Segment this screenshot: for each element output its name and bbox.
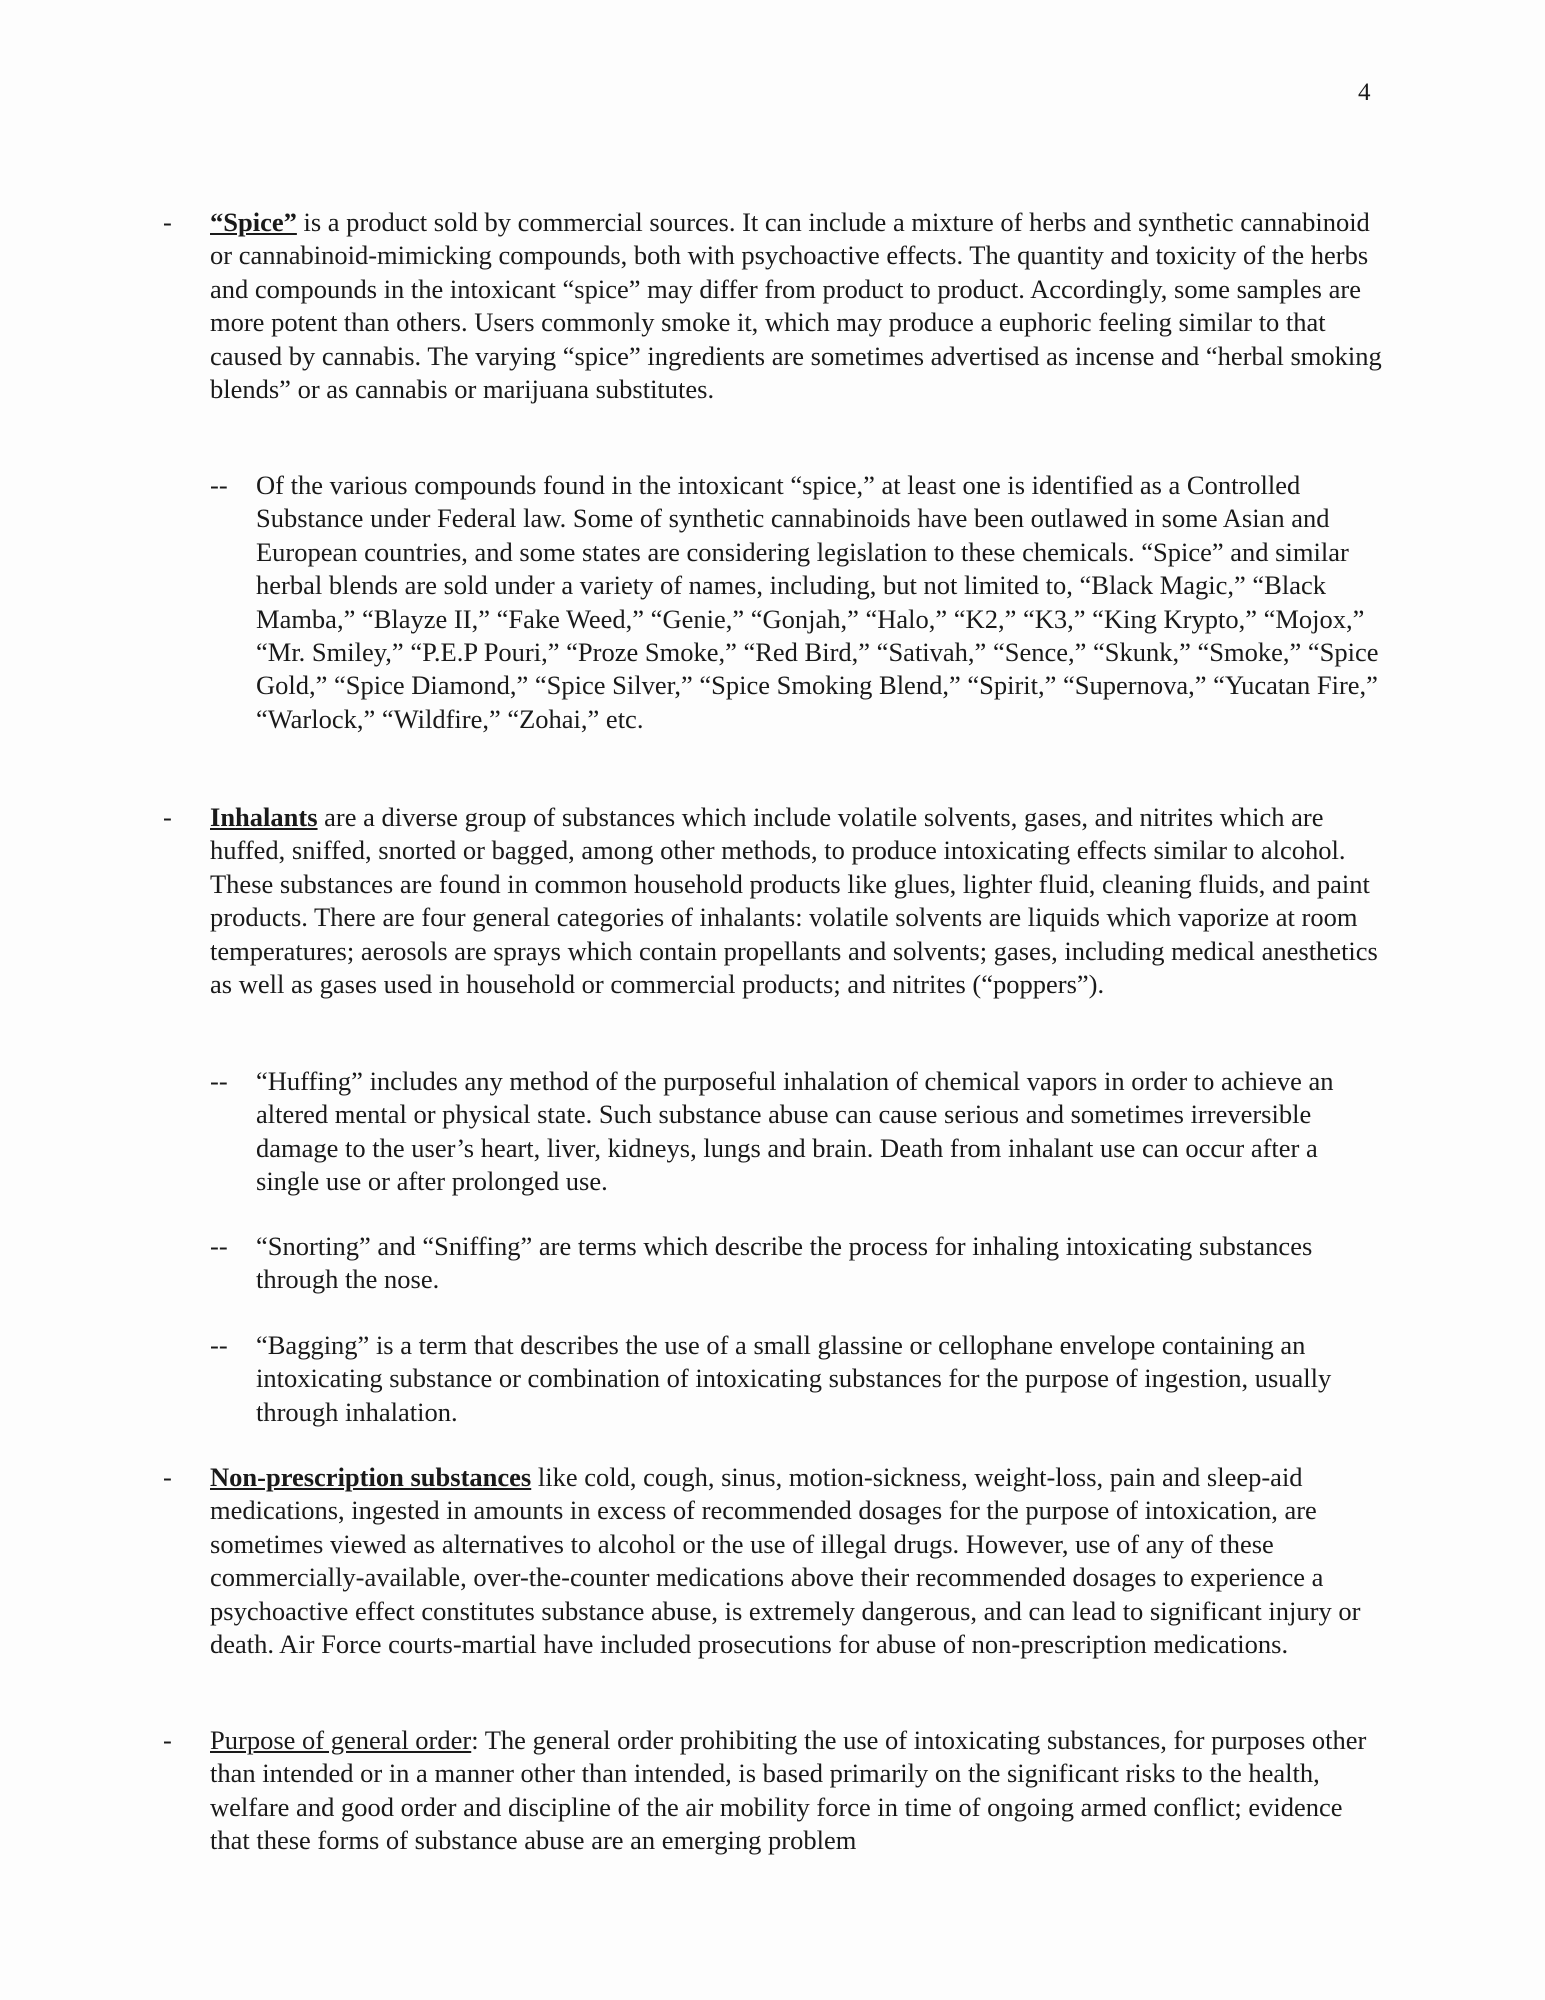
sub-item	[256, 1230, 1386, 1297]
sub-bullet-marker: --	[210, 1330, 228, 1360]
sub-bullet-marker: --	[210, 1231, 228, 1261]
sub-bullet-marker: --	[210, 1066, 228, 1096]
bullet-marker: -	[163, 1725, 172, 1755]
item-heading: Purpose of general order	[210, 1725, 472, 1755]
list-item-purpose	[210, 1724, 1382, 1858]
sub-bullet-marker: --	[210, 470, 228, 500]
item-paragraph	[210, 1724, 1382, 1858]
sub-item-text: Of the various compounds found in the intoxicant “spice,” at least one is identified as a Controlled Substance under Federal law. Some of synthetic cannabinoids have been outlawed in some Asian and European countries, and some states are considering legislation to these chemicals. “Spice” and similar herbal blends are sold under a variety of names, including, but not limited to, “Black Magic,” “Black Mamba,” “Blayze II,” “Fake Weed,” “Genie,” “Gonjah,” “Halo,” “K2,” “K3,” “King Krypto,” “Mojox,” “Mr. Smiley,” “P.E.P Pouri,” “Proze Smoke,” “Red Bird,” “Sativah,” “Sence,” “Skunk,” “Smoke,” “Spice Gold,” “Spice Diamond,” “Spice Silver,” “Spice Smoking Blend,” “Spirit,” “Supernova,” “Yucatan Fire,” “Warlock,” “Wildfire,” “Zohai,” etc.	[256, 470, 1379, 734]
list-item-non-prescription	[210, 1461, 1382, 1661]
item-body: is a product sold by commercial sources. It can include a mixture of herbs and synthetic cannabinoid or cannabinoid-mimicking compounds, both with psychoactive effects. The quantity and toxicity of the herbs and compounds in the intoxicant “spice” may differ from product to product. Accordingly, some samples are more potent than others. Users commonly smoke it, which may produce a euphoric feeling similar to that caused by cannabis. The varying “spice” ingredients are sometimes advertised as incense and “herbal smoking blends” or as cannabis or marijuana substitutes.	[210, 207, 1382, 405]
page-number: 4	[1358, 79, 1371, 106]
item-paragraph	[210, 801, 1382, 1001]
item-paragraph	[210, 206, 1382, 406]
sub-item-text: “Huffing” includes any method of the purposeful inhalation of chemical vapors in order to achieve an altered mental or physical state. Such substance abuse can cause serious and sometimes irreversible damage to the user’s heart, liver, kidneys, lungs and brain. Death from inhalant use can occur after a single use or after prolonged use.	[256, 1066, 1334, 1197]
item-heading: Non-prescription substances	[210, 1462, 532, 1492]
item-body: are a diverse group of substances which include volatile solvents, gases, and nitrites which are huffed, sniffed, snorted or bagged, among other methods, to produce intoxicating effects similar to alcohol. These substances are found in common household products like glues, lighter fluid, cleaning fluids, and paint products. There are four general categories of inhalants: volatile solvents are liquids which vaporize at room temperatures; aerosols are sprays which contain propellants and solvents; gases, including medical anesthetics as well as gases used in household or commercial products; and nitrites (“poppers”).	[210, 802, 1378, 1000]
item-heading: Inhalants	[210, 802, 318, 832]
bullet-marker: -	[163, 207, 172, 237]
sub-item	[256, 1329, 1386, 1429]
item-heading: “Spice”	[210, 207, 297, 237]
bullet-marker: -	[163, 1462, 172, 1492]
list-item-spice	[210, 206, 1382, 406]
list-item-inhalants	[210, 801, 1382, 1001]
sub-item-text: “Bagging” is a term that describes the use of a small glassine or cellophane envelope containing an intoxicating substance or combination of intoxicating substances for the purpose of ingestion, usually through inhalation.	[256, 1330, 1332, 1427]
item-body: : The general order prohibiting the use of intoxicating substances, for purposes other than intended or in a manner other than intended, is based primarily on the significant risks to the health, welfare and good order and discipline of the air mobility force in time of ongoing armed conflict; evidence that these forms of substance abuse are an emerging problem	[210, 1725, 1367, 1856]
bullet-marker: -	[163, 802, 172, 832]
item-paragraph	[210, 1461, 1382, 1661]
sub-item	[256, 469, 1386, 736]
item-body: like cold, cough, sinus, motion-sickness, weight-loss, pain and sleep-aid medications, ingested in amounts in excess of recommended dosages for the purpose of intoxication, are sometimes viewed as alternatives to alcohol or the use of illegal drugs. However, use of any of these commercially-available, over-the-counter medications above their recommended dosages to experience a psychoactive effect constitutes substance abuse, is extremely dangerous, and can lead to significant injury or death. Air Force courts-martial have included prosecutions for abuse of non-prescription medications.	[210, 1462, 1361, 1660]
sub-item	[256, 1065, 1386, 1199]
sub-item-text: “Snorting” and “Sniffing” are terms which describe the process for inhaling intoxicating substances through the nose.	[256, 1231, 1313, 1295]
